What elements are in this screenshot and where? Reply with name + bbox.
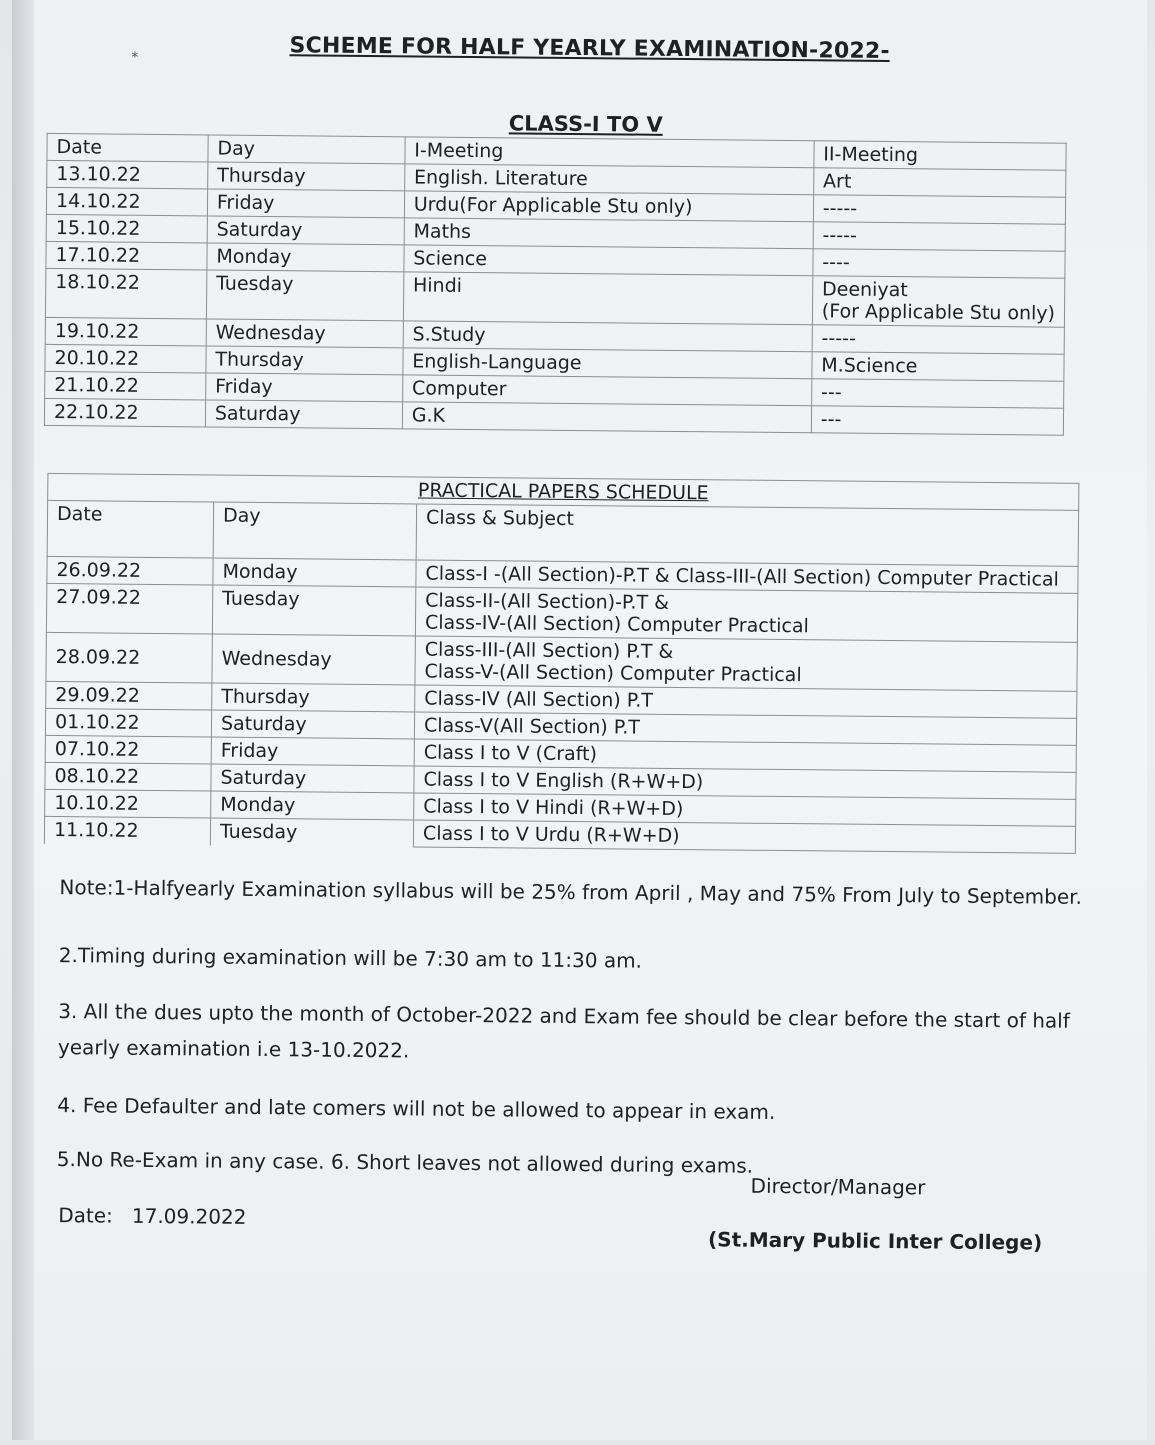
signature-institution: (St.Mary Public Inter College): [707, 1227, 1043, 1255]
row-first-subject: G.K: [402, 402, 811, 433]
row-first-subject: Maths: [404, 218, 813, 249]
second-subject-note: (For Applicable Stu only): [821, 300, 1056, 325]
row-second-subject: -----: [812, 325, 1064, 354]
practical-schedule-table: [44, 473, 1080, 854]
row-first-subject: English-Language: [403, 348, 812, 379]
exam-schedule-table: [44, 133, 1067, 436]
note-4: 4. Fee Defaulter and late comers will not be allowed to appear in exam.: [57, 1093, 776, 1124]
document-subtitle: CLASS-I TO V: [508, 111, 663, 137]
row-day: Friday: [206, 373, 403, 402]
row-day: Tuesday: [212, 585, 415, 636]
row-second-subject: ---: [811, 379, 1063, 408]
header-first-meeting: I-Meeting: [405, 137, 814, 168]
row-day: Thursday: [206, 346, 403, 375]
subject-line-1: Class-III-(All Section) P.T &: [424, 638, 674, 663]
row-second-subject: ----: [813, 249, 1065, 278]
row-first-subject: English. Literature: [404, 164, 813, 195]
row-day: Monday: [211, 791, 414, 820]
row-day: Friday: [211, 737, 414, 766]
row-day: Monday: [213, 558, 416, 587]
subject-line-2: Class-V-(All Section) Computer Practical: [424, 660, 802, 687]
row-date: 26.09.22: [47, 556, 213, 585]
row-date: 29.09.22: [46, 681, 212, 710]
second-subject-name: Deeniyat: [821, 278, 908, 302]
row-first-subject: Urdu(For Applicable Stu only): [404, 191, 813, 222]
row-subject: [415, 587, 1077, 642]
issue-date-value: 17.09.2022: [131, 1203, 247, 1229]
row-second-subject: [812, 276, 1065, 327]
note-3-continued: yearly examination i.e 13-10.2022.: [57, 1035, 410, 1063]
row-day: Wednesday: [212, 634, 415, 685]
row-day: Thursday: [208, 162, 405, 191]
row-date: 20.10.22: [45, 344, 206, 373]
row-subject: [415, 636, 1077, 691]
row-first-subject: Science: [404, 245, 813, 276]
signature-role: Director/Manager: [750, 1173, 926, 1200]
row-date: 15.10.22: [46, 214, 207, 243]
row-date: 17.10.22: [46, 241, 207, 270]
row-second-subject: M.Science: [812, 352, 1064, 381]
row-first-subject: S.Study: [403, 321, 812, 352]
row-day: Monday: [207, 243, 404, 272]
subject-line-2: Class-IV-(All Section) Computer Practical: [424, 611, 809, 638]
table-header-row: [47, 500, 1078, 566]
row-date: 14.10.22: [46, 187, 207, 216]
note-2: 2.Timing during examination will be 7:30 am to 11:30 am.: [58, 943, 643, 973]
ink-mark: *: [131, 49, 139, 66]
row-date: 11.10.22: [44, 816, 210, 845]
row-subject: Class-IV (All Section) P.T: [415, 685, 1077, 718]
row-date: 10.10.22: [45, 789, 211, 818]
subject-line-1: Class-II-(All Section)-P.T &: [425, 589, 670, 614]
row-subject: Class I to V English (R+W+D): [414, 766, 1076, 799]
header-day: Day: [208, 135, 405, 164]
header-date: Date: [47, 133, 208, 162]
row-second-subject: -----: [813, 195, 1065, 224]
row-date: 18.10.22: [45, 268, 206, 319]
row-date: 01.10.22: [45, 708, 211, 737]
practical-title: PRACTICAL PAPERS SCHEDULE: [48, 473, 1079, 510]
row-date: 08.10.22: [45, 762, 211, 791]
row-date: 19.10.22: [45, 317, 206, 346]
issue-date: [58, 1203, 246, 1229]
row-subject: Class-V(All Section) P.T: [414, 712, 1076, 745]
document-title: SCHEME FOR HALF YEARLY EXAMINATION-2022-: [289, 33, 890, 64]
row-date: 22.10.22: [44, 398, 205, 427]
row-date: 13.10.22: [47, 160, 208, 189]
row-second-subject: -----: [813, 222, 1065, 251]
header-second-meeting: II-Meeting: [814, 141, 1066, 170]
row-day: Wednesday: [206, 319, 403, 348]
row-subject: Class I to V (Craft): [414, 739, 1076, 772]
row-subject: Class-I -(All Section)-P.T & Class-III-(All Section) Computer Practical: [416, 560, 1078, 593]
row-day: Saturday: [205, 400, 402, 429]
row-day: Saturday: [207, 216, 404, 245]
header-day: Day: [213, 502, 417, 560]
row-day: Saturday: [211, 764, 414, 793]
row-day: Saturday: [211, 710, 414, 739]
header-date: Date: [47, 500, 214, 558]
row-date: 27.09.22: [46, 583, 212, 634]
row-first-subject: Computer: [402, 375, 811, 406]
row-first-subject: Hindi: [403, 272, 812, 325]
header-class-subject: Class & Subject: [416, 504, 1079, 566]
row-day: Friday: [207, 189, 404, 218]
row-subject: Class I to V Hindi (R+W+D): [414, 793, 1076, 826]
row-second-subject: Art: [813, 168, 1065, 197]
row-subject: Class I to V Urdu (R+W+D): [413, 820, 1075, 853]
row-date: 07.10.22: [45, 735, 211, 764]
row-day: Tuesday: [210, 818, 413, 847]
row-day: Thursday: [212, 683, 415, 712]
issue-date-label: Date:: [58, 1203, 113, 1228]
note-1: Note:1-Halfyearly Examination syllabus will be 25% from April , May and 75% From July to September.: [59, 875, 1083, 909]
row-day: Tuesday: [206, 270, 403, 321]
note-5-6: 5.No Re-Exam in any case. 6. Short leaves not allowed during exams.: [56, 1147, 754, 1178]
note-3: 3. All the dues upto the month of October-2022 and Exam fee should be clear before the start of half: [58, 999, 1070, 1033]
row-second-subject: ---: [811, 406, 1063, 435]
notes-section: [56, 875, 1083, 1178]
row-date: 28.09.22: [46, 632, 212, 683]
row-date: 21.10.22: [45, 371, 206, 400]
